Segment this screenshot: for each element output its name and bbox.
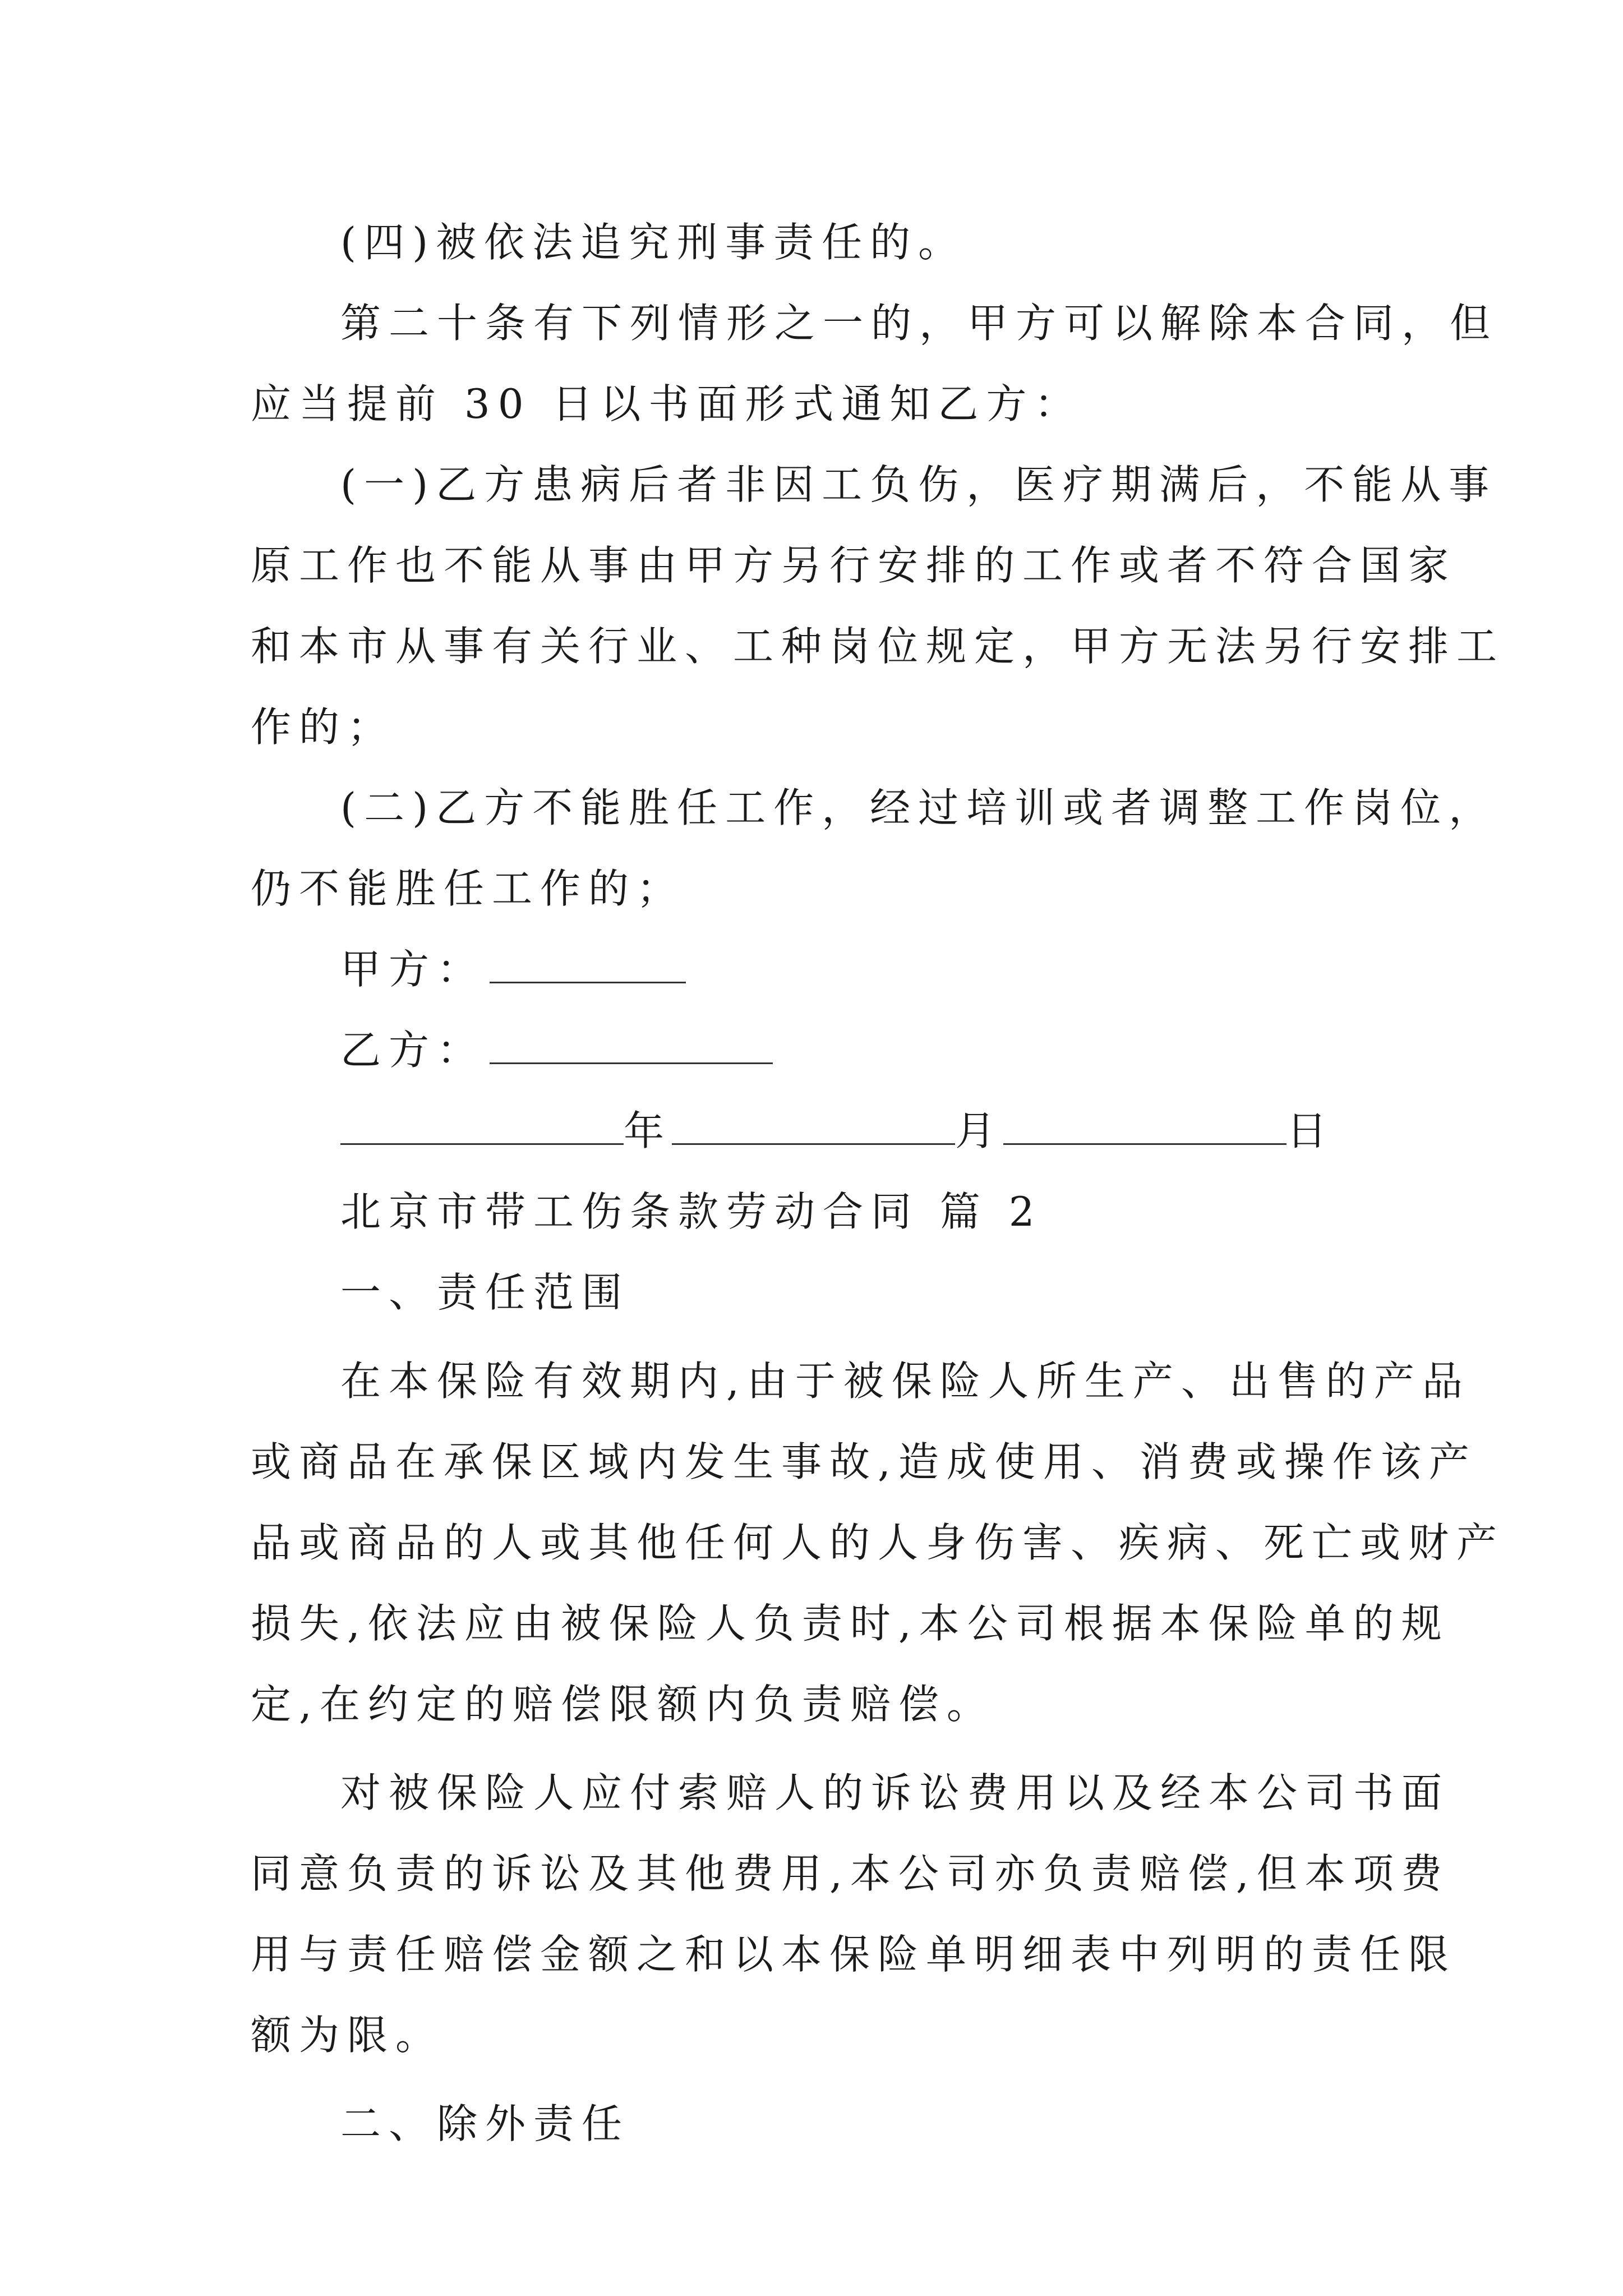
paragraph-coverage-line-1: 在本保险有效期内,由于被保险人所生产、出售的产品 [340,1358,1470,1405]
clause-1-line-1: (一)乙方患病后者非因工负伤，医疗期满后，不能从事 [340,461,1497,508]
party-a-signature-line [251,929,1389,1010]
month-label: 月 [955,1107,1004,1154]
clause-1-line-4: 作的； [251,703,396,751]
article-20-line-1: 第二十条有下列情形之一的，甲方可以解除本合同，但 [340,300,1498,347]
paragraph-costs-line-1: 对被保险人应付索赔人的诉讼费用以及经本公司书面 [340,1769,1450,1816]
article-20-line-2: 应当提前 30 日以书面形式通知乙方： [251,380,1083,427]
paragraph-costs-line-4: 额为限。 [251,2012,444,2059]
clause-2-line-1: (二)乙方不能胜任工作，经过培训或者调整工作岗位， [340,784,1497,831]
paragraph-coverage-line-2: 或商品在承保区域内发生事故,造成使用、消费或操作该产 [251,1438,1477,1485]
paragraph-coverage-line-3: 品或商品的人或其他任何人的人身伤害、疾病、死亡或财产 [251,1519,1505,1566]
party-b-blank [490,1031,773,1064]
paragraph-costs-line-2: 同意负责的诉讼及其他费用,本公司亦负责赔偿,但本项费 [251,1850,1450,1897]
party-b-signature-line [251,1010,1389,1091]
paragraph-costs-line-3: 用与责任赔偿金额之和以本保险单明细表中列明的责任限 [251,1931,1457,1978]
heading-liability-scope: 一、责任范围 [340,1269,630,1316]
clause-2-line-2: 仍不能胜任工作的； [251,865,685,912]
document-body [251,202,1505,2164]
party-a-label: 甲方： [340,946,486,993]
clause-item-4: (四)被依法追究刑事责任的。 [340,219,967,266]
party-a-blank [490,950,686,983]
date-line [251,1091,1389,1171]
year-label: 年 [624,1107,672,1154]
year-blank [340,1112,624,1145]
party-b-label: 乙方： [340,1027,486,1074]
day-blank [1003,1112,1287,1145]
heading-exclusions: 二、除外责任 [340,2100,630,2147]
clause-1-line-2: 原工作也不能从事由甲方另行安排的工作或者不符合国家 [251,542,1457,589]
paragraph-coverage-line-4: 损失,依法应由被保险人负责时,本公司根据本保险单的规 [251,1600,1450,1647]
section-title: 北京市带工伤条款劳动合同 篇 2 [340,1188,1043,1235]
day-label: 日 [1287,1107,1335,1154]
clause-1-line-3: 和本市从事有关行业、工种岗位规定，甲方无法另行安排工 [251,623,1505,670]
paragraph-coverage-line-5: 定,在约定的赔偿限额内负责赔偿。 [251,1681,995,1728]
month-blank [672,1112,955,1145]
